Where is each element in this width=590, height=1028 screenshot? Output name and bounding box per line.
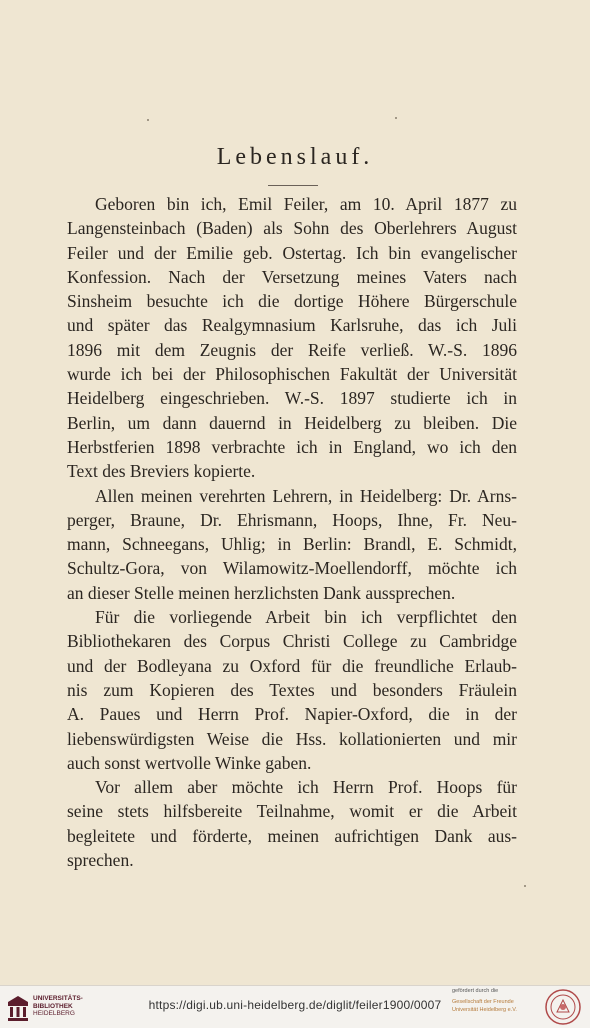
text-line: perger, Braune, Dr. Ehrismann, Hoops, Ihne, Fr. Neu- — [67, 509, 517, 530]
permalink-url[interactable]: https://digi.ub.uni-heidelberg.de/diglit/feiler1900/0007 — [148, 998, 442, 1012]
library-name-line1: UNIVERSITÄTS- — [33, 995, 83, 1002]
text-line: auch sonst wertvolle Winke gaben. — [67, 752, 312, 773]
text-line: Schultz-Gora, von Wilamowitz-Moellendorff, möchte ich — [67, 558, 517, 579]
text-line: und der Bodleyana zu Oxford für die freundliche Erlaub- — [67, 655, 517, 676]
page-speck — [147, 119, 149, 121]
text-line: 1896 mit dem Zeugnis der Reife verließ. W.-S. 1896 — [67, 339, 517, 360]
sponsor-label: gefördert durch die — [452, 988, 499, 994]
text-line: und später das Realgymnasium Karlsruhe, das ich Juli — [67, 315, 517, 336]
paragraph — [67, 775, 517, 872]
text-line: A. Paues und Herrn Prof. Napier-Oxford, die in der — [67, 704, 517, 725]
text-line: nis zum Kopieren des Textes und besonders Fräulein — [67, 679, 517, 700]
text-line: Vor allem aber möchte ich Herrn Prof. Hoops für — [95, 777, 517, 798]
text-line: Allen meinen verehrten Lehrern, in Heidelberg: Dr. Arns- — [95, 485, 517, 506]
text-line: Berlin, um dann dauernd in Heidelberg zu bleiben. Die — [67, 412, 517, 433]
body-text — [67, 192, 517, 872]
text-line: Text des Breviers kopierte. — [67, 461, 256, 482]
sponsor-name[interactable] — [452, 999, 517, 1014]
text-line: Herbstferien 1898 verbrachte ich in England, wo ich den — [67, 436, 517, 457]
text-line: Für die vorliegende Arbeit bin ich verpflichtet den — [95, 607, 517, 628]
paragraph — [67, 484, 517, 605]
text-line: Konfession. Nach der Versetzung meines Vaters nach — [67, 266, 517, 287]
paragraph — [67, 605, 517, 775]
text-line: Geboren bin ich, Emil Feiler, am 10. April 1877 zu — [95, 194, 517, 214]
text-line: Bibliothekaren des Corpus Christi College zu Cambridge — [67, 631, 517, 652]
text-line: Feiler und der Emilie geb. Ostertag. Ich bin evangelischer — [67, 242, 517, 263]
text-line: mann, Schneegans, Uhlig; in Berlin: Brandl, E. Schmidt, — [67, 534, 517, 555]
paragraph — [67, 192, 517, 484]
page-speck — [395, 117, 397, 119]
title-divider — [268, 185, 318, 186]
text-line: Sinsheim besuchte ich die dortige Höhere Bürgerschule — [67, 291, 517, 312]
page-title: Lebenslauf. — [216, 144, 374, 170]
sponsor-line1: Gesellschaft der Freunde — [452, 999, 514, 1005]
text-line: begleitete und förderte, meinen aufrichtigen Dank aus- — [67, 825, 517, 846]
footer-bar — [0, 985, 590, 1028]
text-line: liebenswürdigsten Weise die Hss. kollationierten und mir — [67, 728, 517, 749]
text-line: sprechen. — [67, 850, 134, 871]
library-name-line3: HEIDELBERG — [33, 1010, 75, 1017]
page-speck — [524, 885, 526, 887]
text-line: wurde ich bei der Philosophischen Fakultät der Universität — [67, 364, 517, 385]
text-line: seine stets hilfsbereite Teilnahme, womit er die Arbeit — [67, 801, 517, 822]
library-name-line2: BIBLIOTHEK — [33, 1002, 73, 1010]
university-seal-icon — [543, 988, 583, 1026]
text-line: Langensteinbach (Baden) als Sohn des Oberlehrers August — [67, 218, 517, 239]
text-line: an dieser Stelle meinen herzlichsten Dank aussprechen. — [67, 582, 456, 603]
sponsor-line2: Universität Heidelberg e.V. — [452, 1006, 517, 1013]
text-line: Heidelberg eingeschrieben. W.-S. 1897 studierte ich in — [67, 388, 517, 409]
